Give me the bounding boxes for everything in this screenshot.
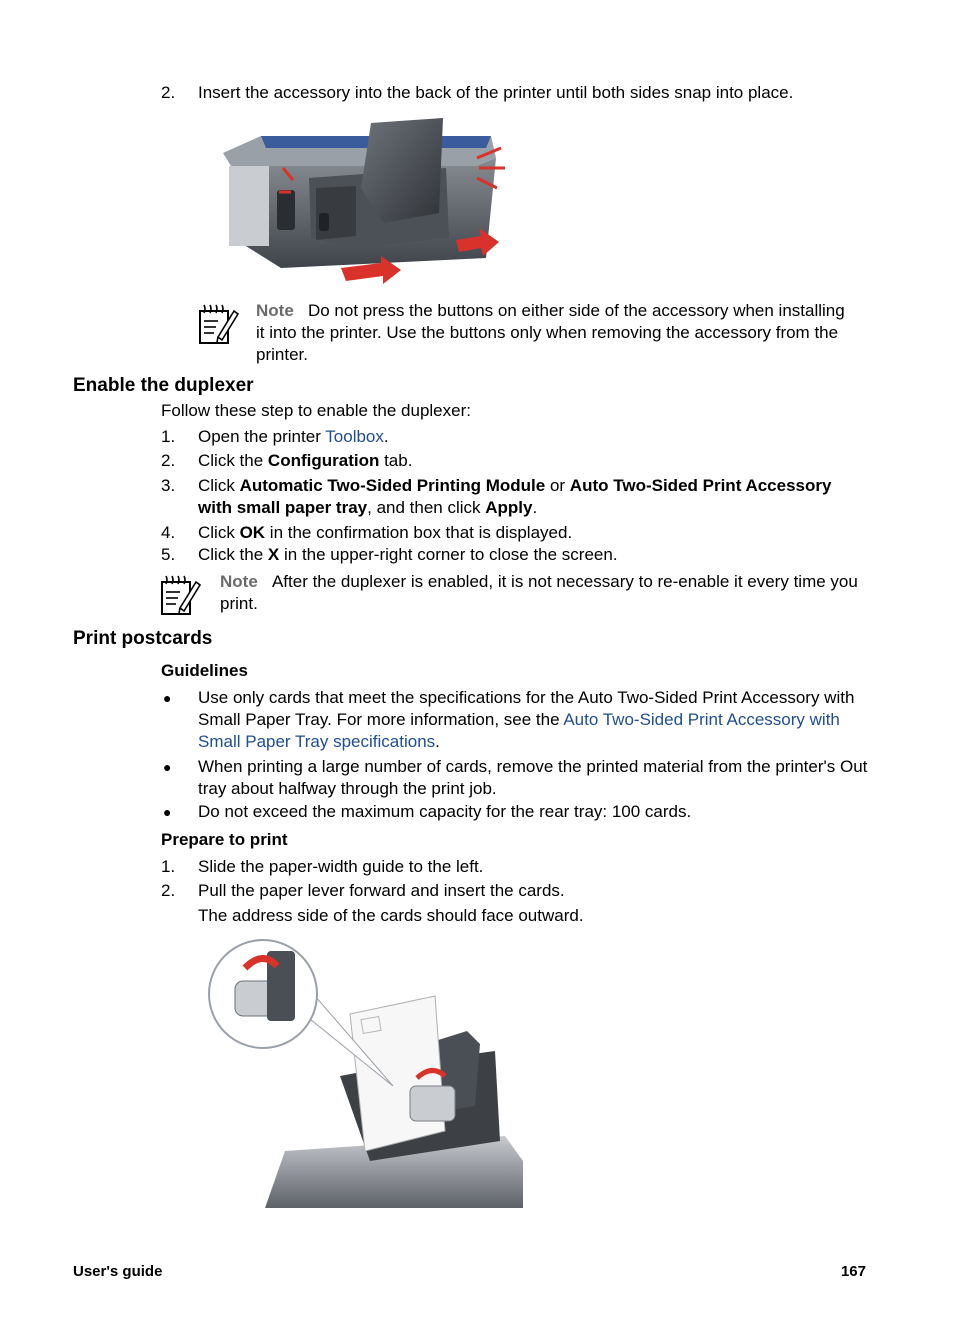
step-text: Slide the paper-width guide to the left.	[198, 857, 484, 876]
bullet-text: When printing a large number of cards, remove the printed material from the printer's Out tray about halfway through the print job.	[198, 757, 868, 798]
step-number: 2.	[161, 451, 176, 470]
step-number: 3.	[161, 476, 176, 495]
step-number: 1.	[161, 427, 176, 446]
subheading-guidelines: Guidelines	[161, 661, 248, 680]
duplexer-intro: Follow these step to enable the duplexer:	[161, 401, 471, 420]
bullet-text: Use only cards that meet the specifications for the Auto Two-Sided Print Accessory with Small Paper Tray. For more information, see the Auto Two-Sided Print Accessory with Small Paper Tray specifications.	[198, 688, 855, 751]
note-label: Note	[220, 572, 258, 591]
step-number: 2.	[161, 881, 176, 900]
step-text: Click the X in the upper-right corner to close the screen.	[198, 545, 618, 564]
step-text: Pull the paper lever forward and insert the cards.	[198, 881, 565, 900]
bullet-text: Do not exceed the maximum capacity for the rear tray: 100 cards.	[198, 802, 692, 821]
step-number: 4.	[161, 523, 176, 542]
step-text: Click OK in the confirmation box that is displayed.	[198, 523, 573, 542]
subheading-prepare: Prepare to print	[161, 830, 288, 849]
footer-title: User's guide	[73, 1263, 163, 1280]
step-subtext: The address side of the cards should face outward.	[198, 906, 584, 925]
printer-accessory-illustration	[221, 118, 511, 288]
postcard-loading-illustration	[205, 936, 525, 1208]
note-text: After the duplexer is enabled, it is not necessary to re-enable it every time you print.	[220, 572, 858, 613]
note-text: Do not press the buttons on either side of the accessory when installing it into the printer. Use the buttons only when removing the accessory from the printer.	[256, 301, 845, 364]
bullet-glyph: ●	[163, 690, 172, 706]
section-heading-duplexer: Enable the duplexer	[73, 375, 254, 396]
note-paragraph	[256, 300, 856, 366]
step-text: Click the Configuration tab.	[198, 451, 413, 470]
step-text: Insert the accessory into the back of the printer until both sides snap into place.	[198, 83, 794, 102]
note-pencil-icon	[196, 303, 240, 345]
step-text: Open the printer Toolbox.	[198, 427, 389, 446]
section-heading-postcards: Print postcards	[73, 628, 213, 649]
specifications-link[interactable]: Auto Two-Sided Print Accessory with Small Paper Tray specifications	[198, 710, 840, 751]
page-number: 167	[840, 1263, 866, 1280]
step-number: 5.	[161, 545, 176, 564]
step-text: Click Automatic Two-Sided Printing Module or Auto Two-Sided Print Accessory with small paper tray, and then click Apply.	[198, 476, 832, 517]
step-number: 1.	[161, 857, 176, 876]
note-paragraph	[220, 571, 880, 615]
bullet-glyph: ●	[163, 804, 172, 820]
note-label: Note	[256, 301, 294, 320]
toolbox-link[interactable]: Toolbox	[325, 427, 384, 446]
step-number: 2.	[161, 83, 176, 102]
note-pencil-icon	[158, 574, 202, 616]
bullet-glyph: ●	[163, 759, 172, 775]
